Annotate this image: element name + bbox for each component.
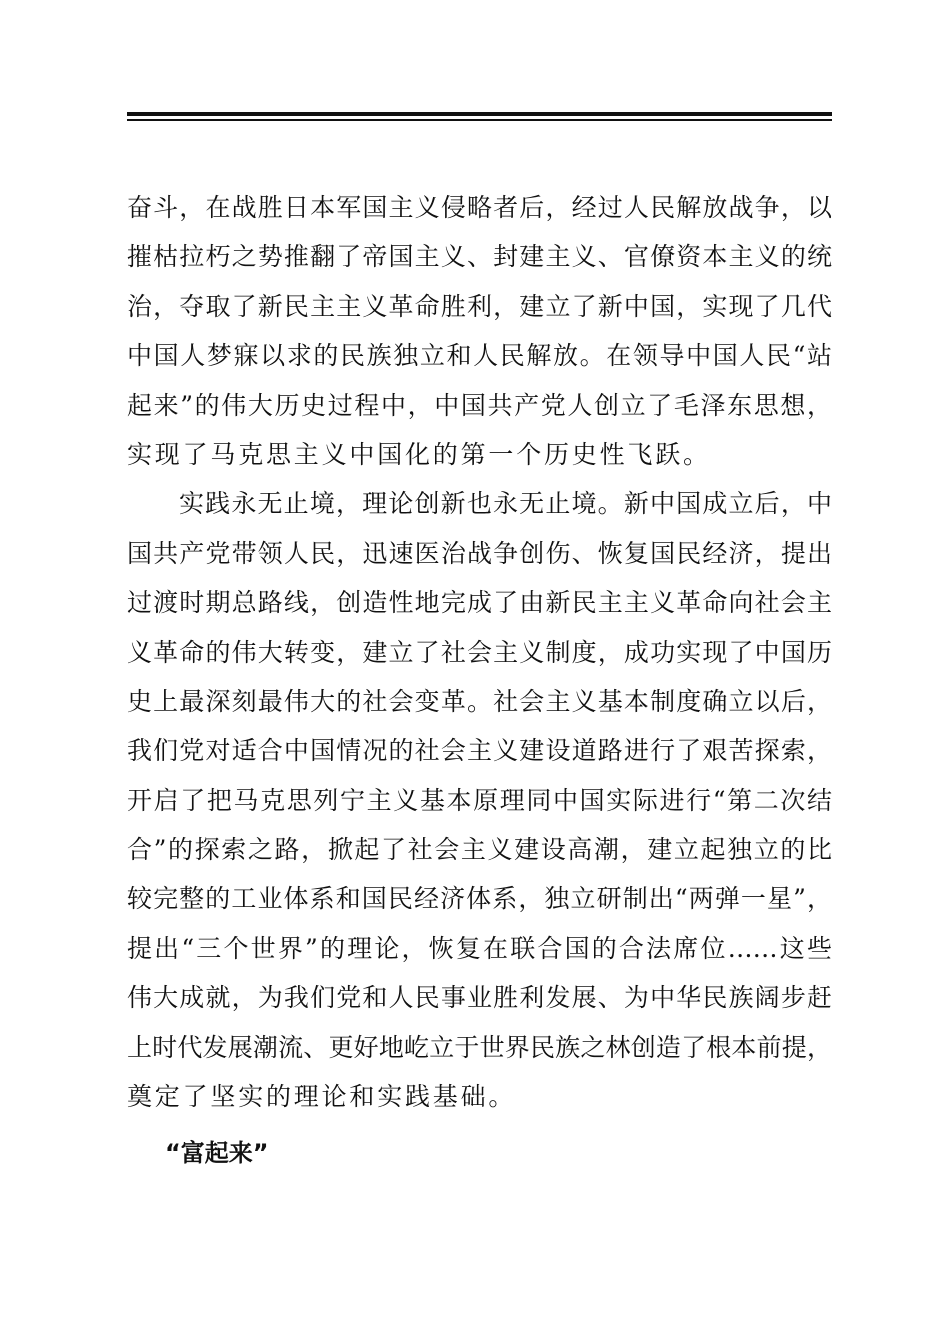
- paragraph-line: 实践永无止境，理论创新也永无止境。新中国成立后，中: [179, 489, 832, 519]
- paragraph-line: 我们党对适合中国情况的社会主义建设道路进行了艰苦探索，: [127, 736, 832, 766]
- paragraph-line: 义革命的伟大转变，建立了社会主义制度，成功实现了中国历: [127, 637, 832, 667]
- paragraph-line: 较完整的工业体系和国民经济体系，独立研制出“两弹一星”，: [127, 884, 832, 914]
- paragraph-line: 奠定了坚实的理论和实践基础。: [127, 1082, 517, 1112]
- paragraph-line: 开启了把马克思列宁主义基本原理同中国实际进行“第二次结: [127, 785, 832, 815]
- paragraph-2: [127, 479, 832, 1121]
- paragraph-1: [127, 183, 832, 479]
- paragraph-line: 奋斗，在战胜日本军国主义侵略者后，经过人民解放战争，以: [127, 193, 832, 222]
- paragraph-line: 伟大成就，为我们党和人民事业胜利发展、为中华民族阔步赶: [127, 983, 832, 1013]
- paragraph-line: 史上最深刻最伟大的社会变革。社会主义基本制度确立以后，: [127, 686, 832, 716]
- paragraph-line: 中国人梦寐以求的民族独立和人民解放。在领导中国人民“站: [127, 341, 832, 371]
- paragraph-line: 提出“三个世界”的理论，恢复在联合国的合法席位……这些: [127, 933, 832, 963]
- paragraph-line: 治，夺取了新民主主义革命胜利，建立了新中国，实现了几代: [127, 291, 832, 321]
- paragraph-line: 摧枯拉朽之势推翻了帝国主义、封建主义、官僚资本主义的统: [127, 242, 832, 272]
- paragraph-line: 起来”的伟大历史过程中，中国共产党人创立了毛泽东思想，: [127, 390, 832, 420]
- paragraph-line: 国共产党带领人民，迅速医治战争创伤、恢复国民经济，提出: [127, 538, 832, 568]
- paragraph-line: 合”的探索之路，掀起了社会主义建设高潮，建立起独立的比: [127, 835, 832, 865]
- section-heading: “富起来”: [165, 1139, 269, 1167]
- header-rule-thick: [127, 112, 832, 116]
- paragraph-line: 上时代发展潮流、更好地屹立于世界民族之林创造了根本前提，: [127, 1032, 832, 1062]
- body-text: [127, 183, 832, 1121]
- paragraph-line: 实现了马克思主义中国化的第一个历史性飞跃。: [127, 439, 711, 469]
- header-double-rule: [127, 112, 832, 124]
- paragraph-line: 过渡时期总路线，创造性地完成了由新民主主义革命向社会主: [127, 588, 832, 618]
- header-rule-thin: [127, 119, 832, 121]
